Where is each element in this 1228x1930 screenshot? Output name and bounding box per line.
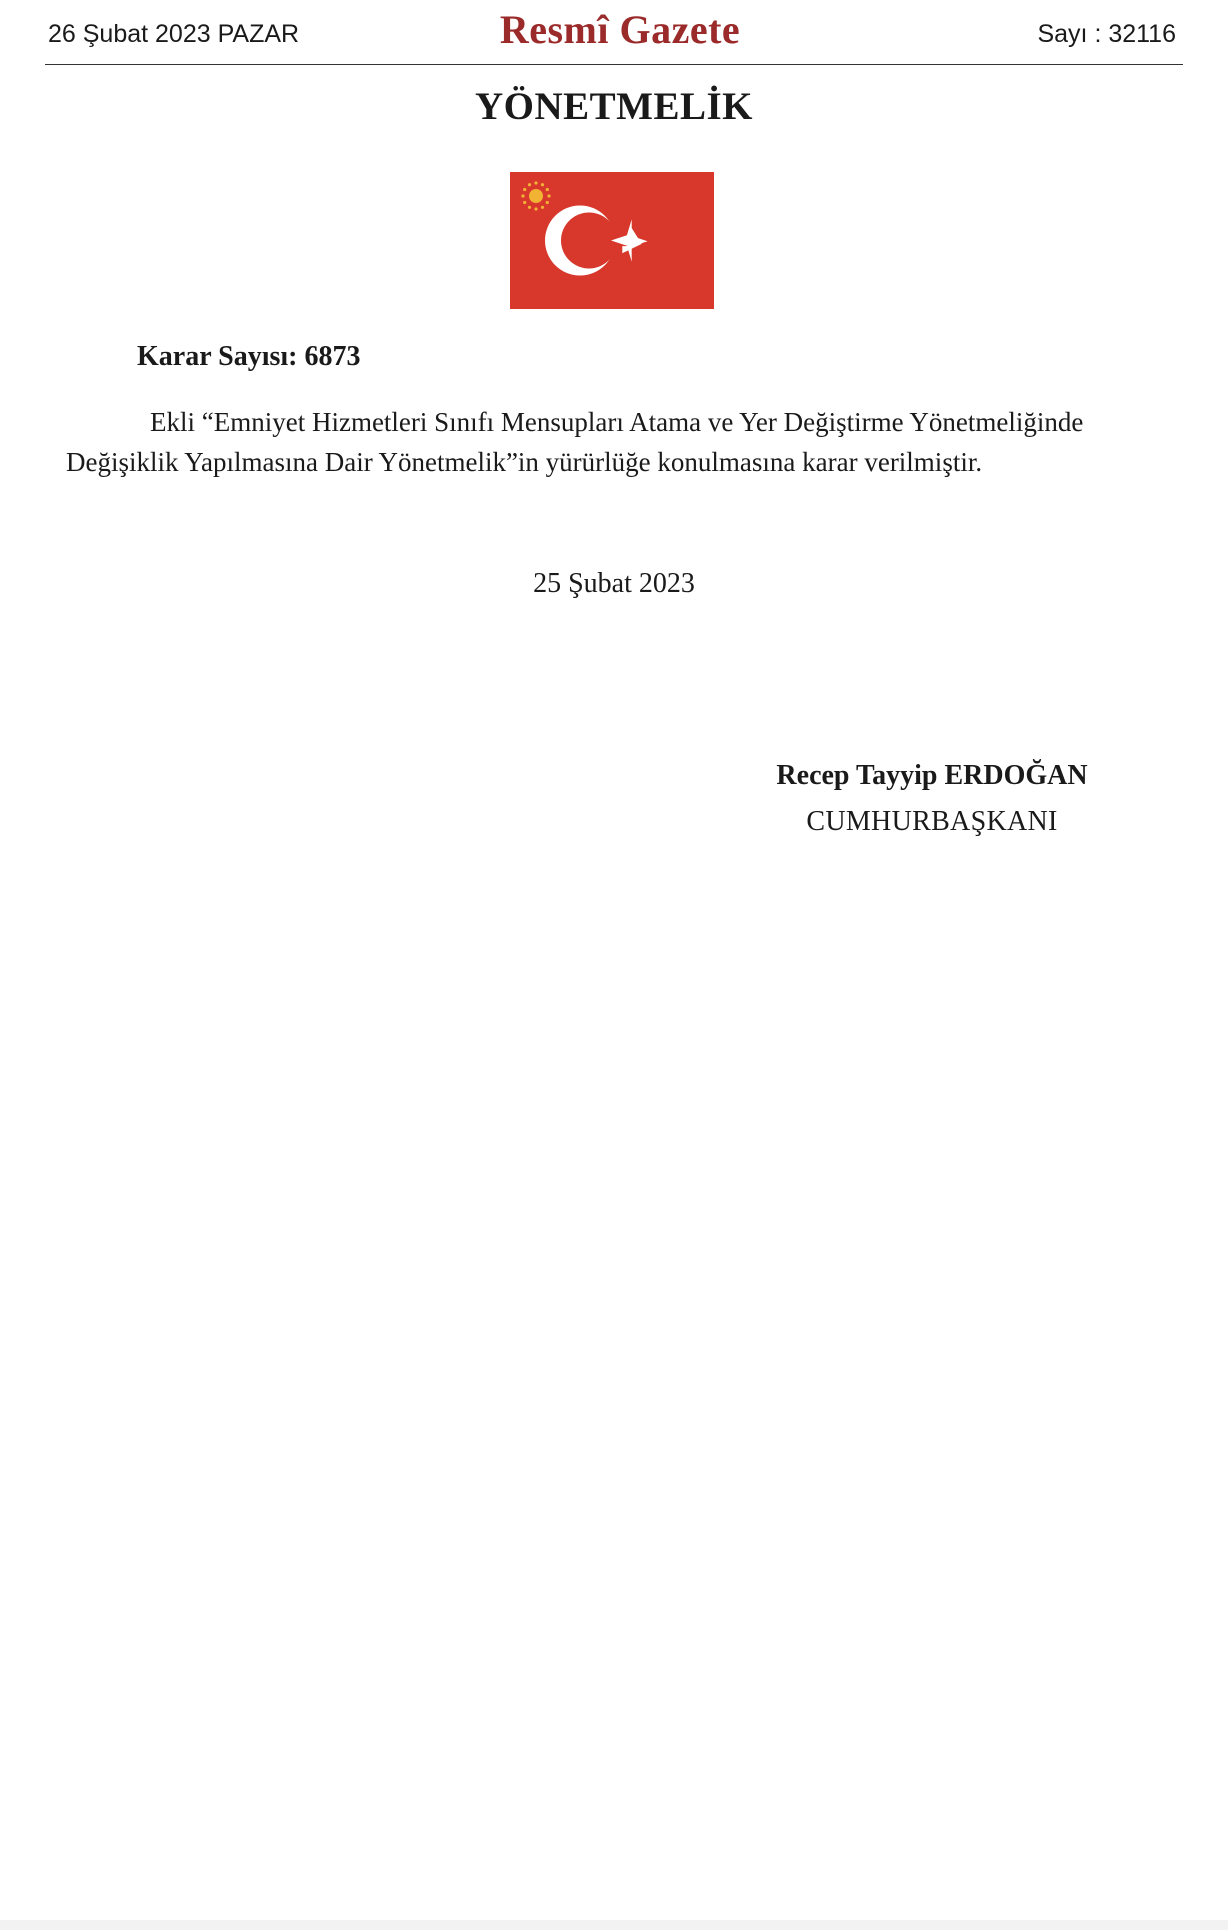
gazette-masthead: Resmî Gazete bbox=[499, 7, 741, 52]
section-title: YÖNETMELİK bbox=[474, 85, 754, 128]
decision-text-line-1: Ekli “Emniyet Hizmetleri Sınıfı Mensupları Atama ve Yer Değiştirme Yönetmeliğinde bbox=[150, 407, 1084, 437]
issue-number: Sayı : 32116 bbox=[1037, 20, 1176, 48]
page-bottom-edge bbox=[0, 1920, 1228, 1930]
decision-date: 25 Şubat 2023 bbox=[533, 568, 695, 599]
decision-text-line-2: Değişiklik Yapılmasına Dair Yönetmelik”in yürürlüğe konulmasına karar verilmiştir. bbox=[66, 447, 983, 477]
header-divider bbox=[45, 64, 1183, 65]
decision-number: Karar Sayısı: 6873 bbox=[137, 341, 361, 372]
signer-name: Recep Tayyip ERDOĞAN bbox=[776, 760, 1088, 791]
signer-title: CUMHURBAŞKANI bbox=[806, 806, 1058, 837]
turkish-flag-icon bbox=[510, 172, 714, 309]
decision-text bbox=[66, 402, 1156, 482]
header-date: 26 Şubat 2023 PAZAR bbox=[48, 20, 300, 48]
